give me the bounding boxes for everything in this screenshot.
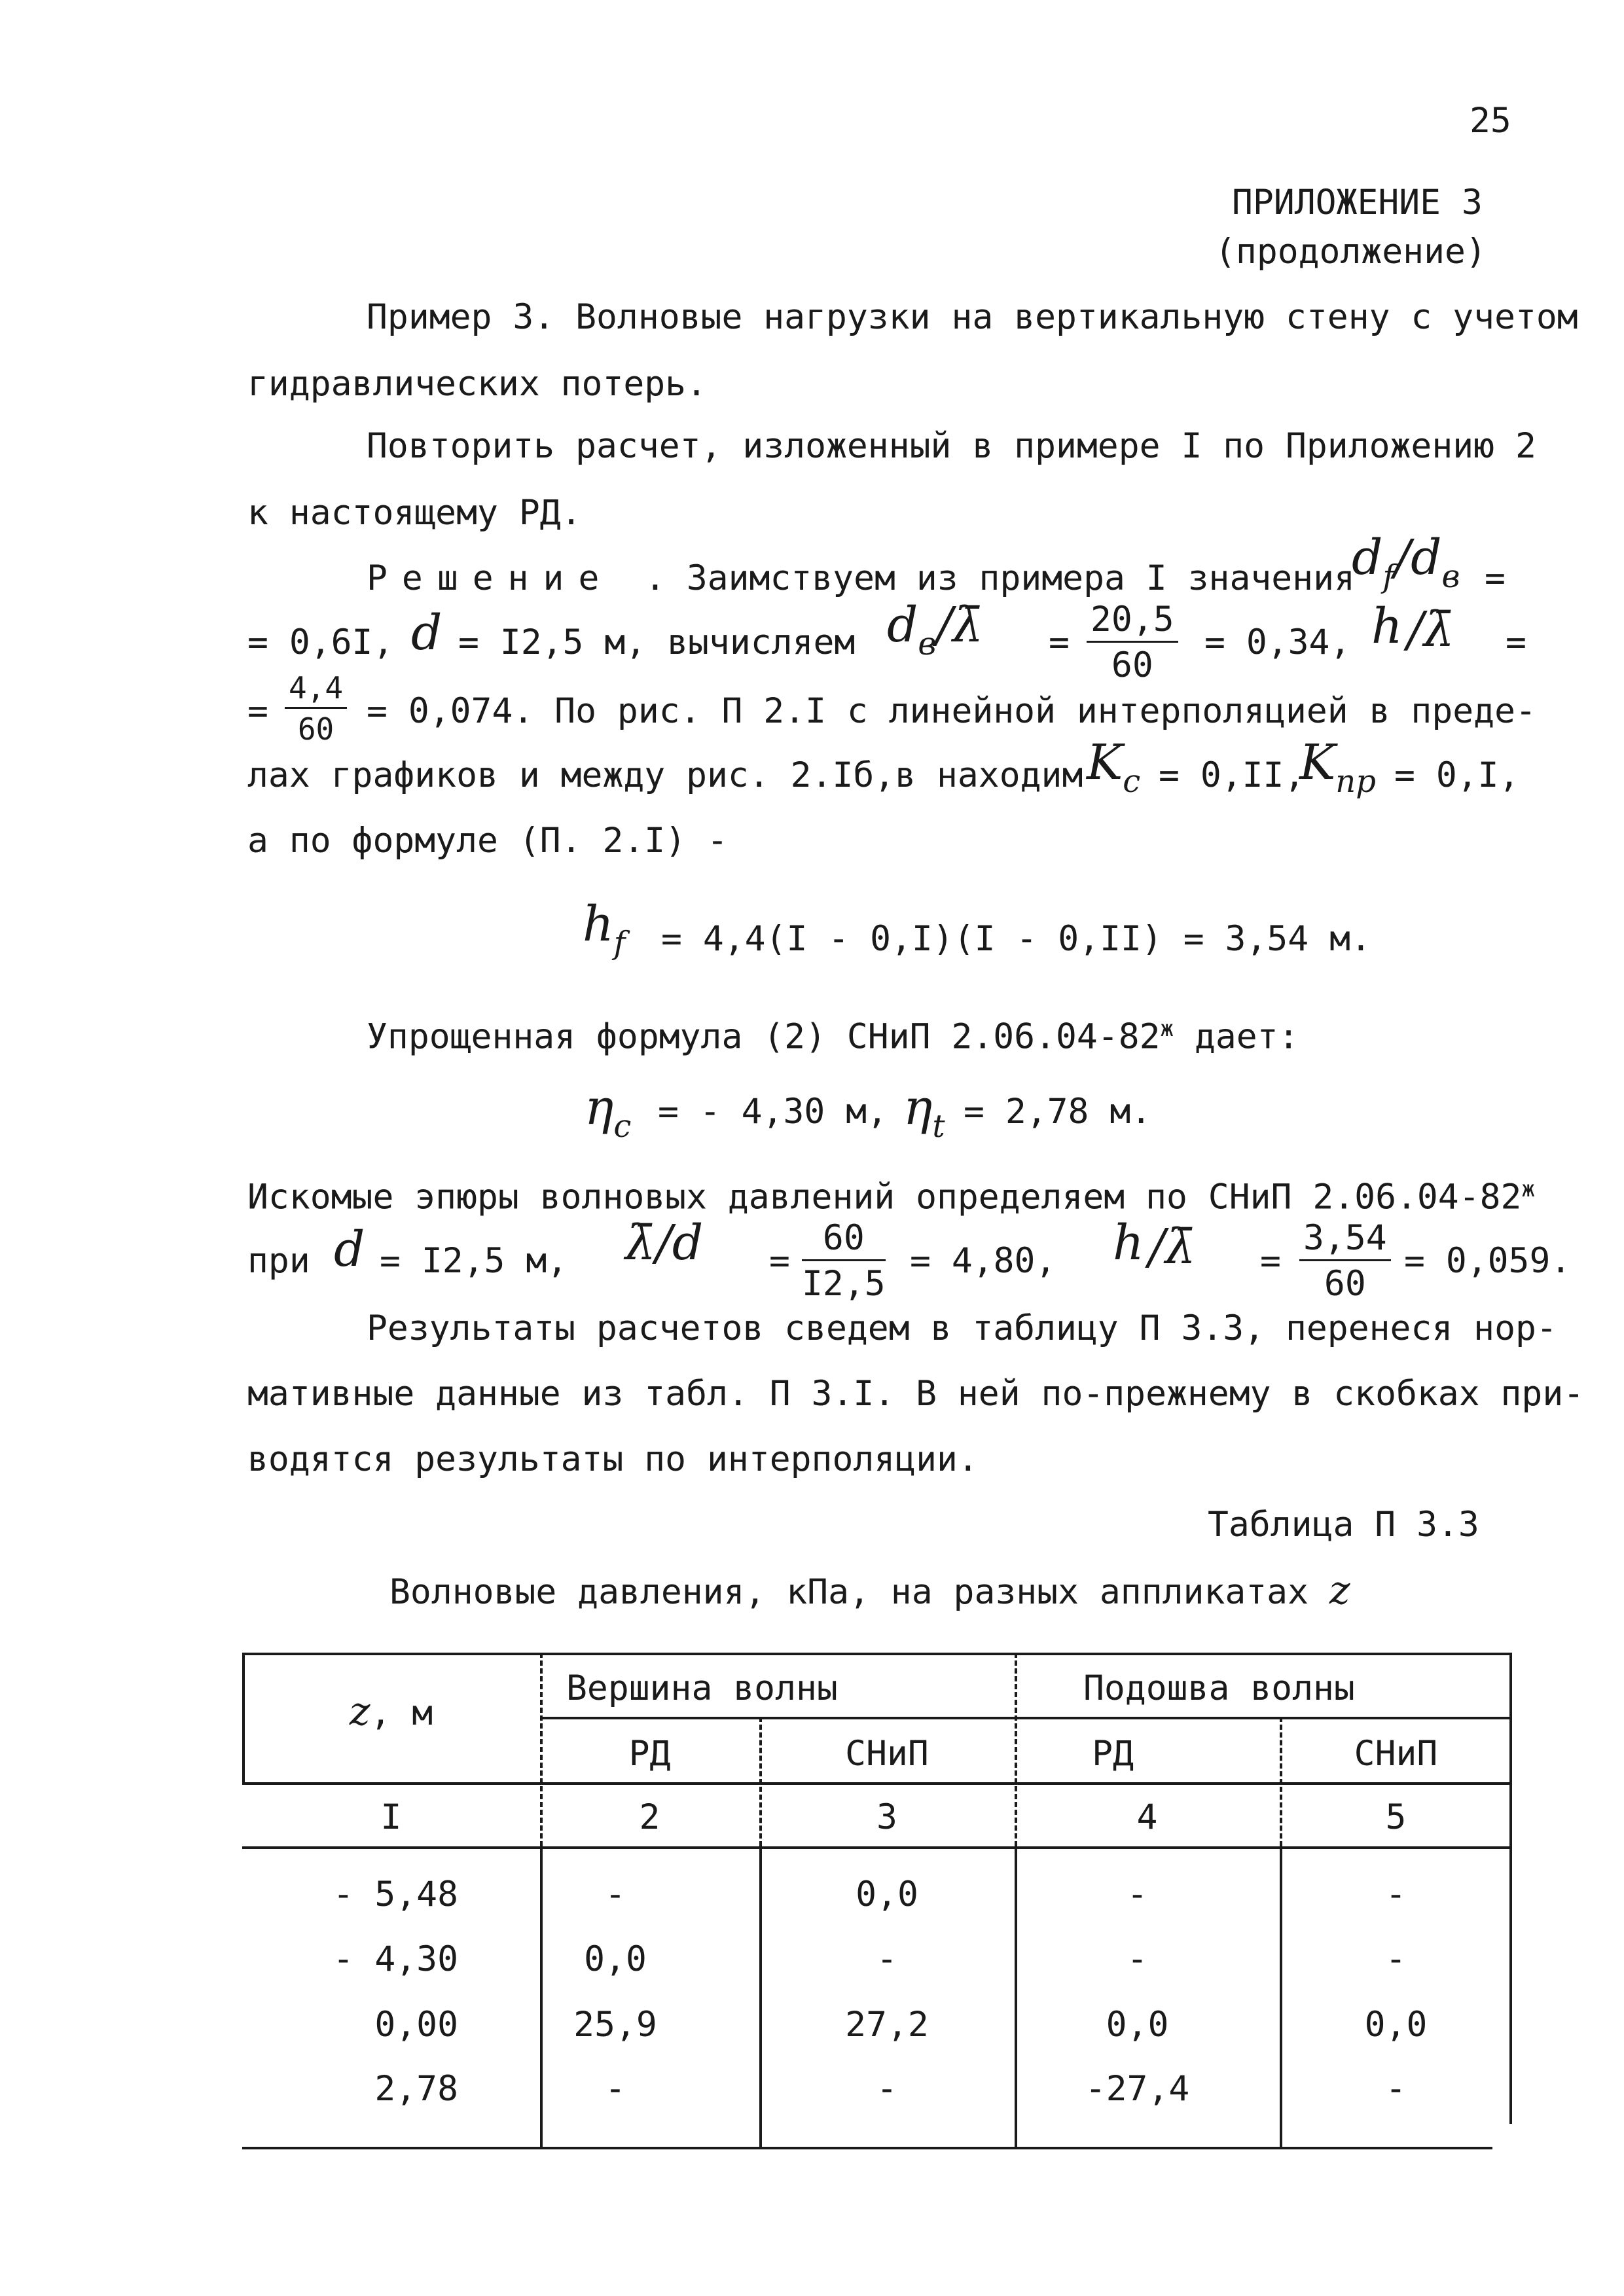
simplified-end: дает: [1194, 1016, 1299, 1057]
equals-sign: = [247, 691, 268, 731]
simplified-formula-line [367, 1016, 1299, 1057]
table-cell: 0,0 [1364, 2005, 1428, 2045]
fraction-numerator: 4,4 [285, 673, 347, 709]
table-cell: - 4,30 [333, 1939, 458, 1979]
results-line-3: водятся результаты по интерполяции. [247, 1439, 979, 1479]
table-cell: 27,2 [845, 2005, 929, 2045]
symbol-h: h [1113, 1215, 1144, 1271]
eta-c [585, 1079, 632, 1145]
col-number-4: 4 [1136, 1797, 1158, 1837]
table-cell: 0,0 [856, 1874, 918, 1914]
symbol-lambda: λ̄ [625, 1215, 656, 1271]
table-cell: 2,78 [374, 2069, 458, 2109]
table-cell: - [605, 2069, 626, 2109]
superscript-zh: ж [1521, 1176, 1535, 1202]
epures-line-1 [247, 1178, 1535, 1215]
example-line-1: Пример 3. Волновые нагрузки на вертикальную стену с учетом [367, 297, 1578, 337]
superscript-zh: ж [1160, 1016, 1174, 1042]
fraction-denominator: 60 [297, 711, 334, 747]
epures-line-2d: = 0,059. [1404, 1241, 1572, 1281]
table-cell: - 5,48 [333, 1874, 458, 1914]
symbol-d: d [334, 1221, 365, 1278]
table-cell: - [876, 1939, 897, 1979]
symbol-k: K [1087, 734, 1123, 791]
fraction-numerator: 3,54 [1299, 1221, 1391, 1261]
epures-line-2a: при [247, 1241, 310, 1281]
equation-hf [583, 896, 626, 961]
table-caption [389, 1568, 1350, 1613]
header-z [242, 1689, 540, 1734]
subscript-pr: пр [1335, 763, 1376, 800]
header-trough: Подошва волны [1083, 1668, 1355, 1708]
fraction-60-over-12-5 [802, 1218, 886, 1304]
subheader-snip-crest: СНиП [845, 1734, 929, 1774]
fraction-3-54-over-60 [1299, 1218, 1391, 1304]
header-z-unit: , м [370, 1693, 433, 1733]
col-number-5: 5 [1385, 1797, 1407, 1837]
table-cell: - [1385, 1874, 1407, 1914]
ratio-df-db [1352, 529, 1460, 595]
solution-line-4a: лах графиков и между рис. 2.Iб,в находим [247, 755, 1083, 795]
equals-sign: = [1260, 1241, 1281, 1281]
symbol-k: K [1299, 734, 1336, 791]
table-cell: - [1127, 1874, 1148, 1914]
subscript-v: в [1441, 558, 1460, 595]
fraction-denominator: 60 [1324, 1264, 1366, 1304]
solution-line-5: а по формуле (П. 2.I) - [247, 821, 728, 861]
table-cell: -27,4 [1085, 2069, 1190, 2109]
fraction-numerator: 20,5 [1087, 602, 1178, 643]
symbol-eta: η [903, 1079, 933, 1136]
table-cell: 0,0 [584, 1939, 647, 1979]
fraction-denominator: 60 [1111, 645, 1153, 685]
appendix-title: ПРИЛОЖЕНИЕ 3 [1232, 183, 1483, 223]
fraction-20-5-over-60 [1087, 602, 1178, 683]
col-number-3: 3 [876, 1797, 897, 1837]
slash: / [1394, 529, 1411, 586]
solution-line-2b: = I2,5 м, вычисляем [458, 622, 856, 662]
table-colnum-border [242, 1846, 1512, 1849]
simplified-text: Упрощенная формула (2) СНиП 2.06.04-82 [367, 1016, 1161, 1057]
fraction-4-4-over-60 [285, 670, 347, 747]
solution-word: Решение [367, 558, 614, 598]
table-cell: 25,9 [573, 2005, 657, 2045]
equals-sign: = [769, 1241, 790, 1281]
table-cell: 0,00 [374, 2005, 458, 2045]
subscript-f: f [1382, 558, 1395, 595]
solution-line-4b: = 0,II, [1159, 755, 1305, 795]
example-line-2: гидравлических потерь. [247, 364, 707, 404]
ratio-db-lambda [887, 597, 984, 662]
eta-t [903, 1079, 945, 1145]
subheader-rd-crest: РД [628, 1734, 671, 1774]
col-number-2: 2 [639, 1797, 660, 1837]
symbol-h: h [583, 896, 614, 952]
eta-c-value: = - 4,30 м, [658, 1092, 888, 1132]
pressure-table [242, 1653, 1512, 2150]
solution-line-2a: = 0,6I, [247, 622, 394, 662]
equals-sign: = [1506, 622, 1526, 662]
subheader-snip-trough: СНиП [1354, 1734, 1438, 1774]
table-cell: - [1385, 1939, 1407, 1979]
table-subheader-border [540, 1717, 1512, 1719]
eta-t-value: = 2,78 м. [964, 1092, 1152, 1132]
subscript-t: t [932, 1108, 945, 1145]
subscript-c: c [1123, 763, 1141, 800]
table-header-border [242, 1782, 1512, 1785]
equation-hf-body: = 4,4(I - 0,I)(I - 0,II) = 3,54 м. [661, 919, 1371, 959]
subheader-rd-trough: РД [1092, 1734, 1134, 1774]
table-top-border [242, 1653, 1512, 1655]
header-crest: Вершина волны [566, 1668, 838, 1708]
table-cell: - [876, 2069, 897, 2109]
epures-text: Искомые эпюры волновых давлений определяем по СНиП 2.06.04-82 [247, 1177, 1522, 1217]
table-cell: - [605, 1874, 626, 1914]
symbol-eta: η [585, 1079, 614, 1136]
table-cell: - [1385, 2069, 1407, 2109]
table-label: Таблица П 3.3 [1208, 1505, 1479, 1545]
epures-line-2b: = I2,5 м, [380, 1241, 568, 1281]
results-line-2: мативные данные из табл. П 3.I. В ней по-прежнему в скобках при- [247, 1374, 1585, 1414]
coef-kpr [1299, 734, 1376, 800]
subscript-c: c [613, 1108, 632, 1145]
symbol-d: /d [655, 1215, 704, 1271]
symbol-d: d [411, 605, 442, 661]
symbol-lambda: /λ̄ [936, 597, 984, 653]
symbol-d: d [1411, 529, 1442, 586]
symbol-lambda: /λ̄ [1407, 601, 1454, 658]
symbol-z: z [349, 1689, 370, 1734]
symbol-d: d [1352, 529, 1383, 586]
table-bottom-border [242, 2147, 1492, 2149]
symbol-lambda: /λ̄ [1149, 1219, 1196, 1275]
solution-line-3: = 0,074. По рис. П 2.I с линейной интерполяцией в преде- [367, 691, 1536, 731]
example-line-4: к настоящему РД. [247, 493, 582, 533]
equals-sign: = [1049, 622, 1070, 662]
col-number-1: I [380, 1797, 402, 1837]
symbol-h: h [1371, 598, 1403, 655]
solution-line-1: . Заимствуем из примера I значения [645, 558, 1355, 598]
symbol-d: d [887, 597, 918, 653]
appendix-subtitle: (продолжение) [1215, 232, 1487, 272]
fraction-numerator: 60 [802, 1221, 886, 1261]
solution-line-4c: = 0,I, [1394, 755, 1520, 795]
table-cell: 0,0 [1106, 2005, 1169, 2045]
epures-line-2c: = 4,80, [910, 1241, 1056, 1281]
results-line-1: Результаты расчетов сведем в таблицу П 3.3, перенеся нор- [367, 1308, 1557, 1348]
table-caption-text: Волновые давления, кПа, на разных аппликатах [389, 1572, 1308, 1612]
ratio-lambda-d [625, 1215, 704, 1271]
table-cell: - [1127, 1939, 1148, 1979]
page-number: 25 [1470, 101, 1511, 141]
equals-sign: = [1485, 558, 1506, 598]
subscript-v: в [918, 626, 937, 662]
example-line-3: Повторить расчет, изложенный в примере I по Приложению 2 [367, 426, 1536, 466]
fraction-denominator: I2,5 [802, 1264, 886, 1304]
solution-line-2c: = 0,34, [1204, 622, 1351, 662]
subscript-f: f [613, 925, 626, 961]
symbol-z: z [1329, 1568, 1350, 1613]
coef-kc [1087, 734, 1141, 800]
